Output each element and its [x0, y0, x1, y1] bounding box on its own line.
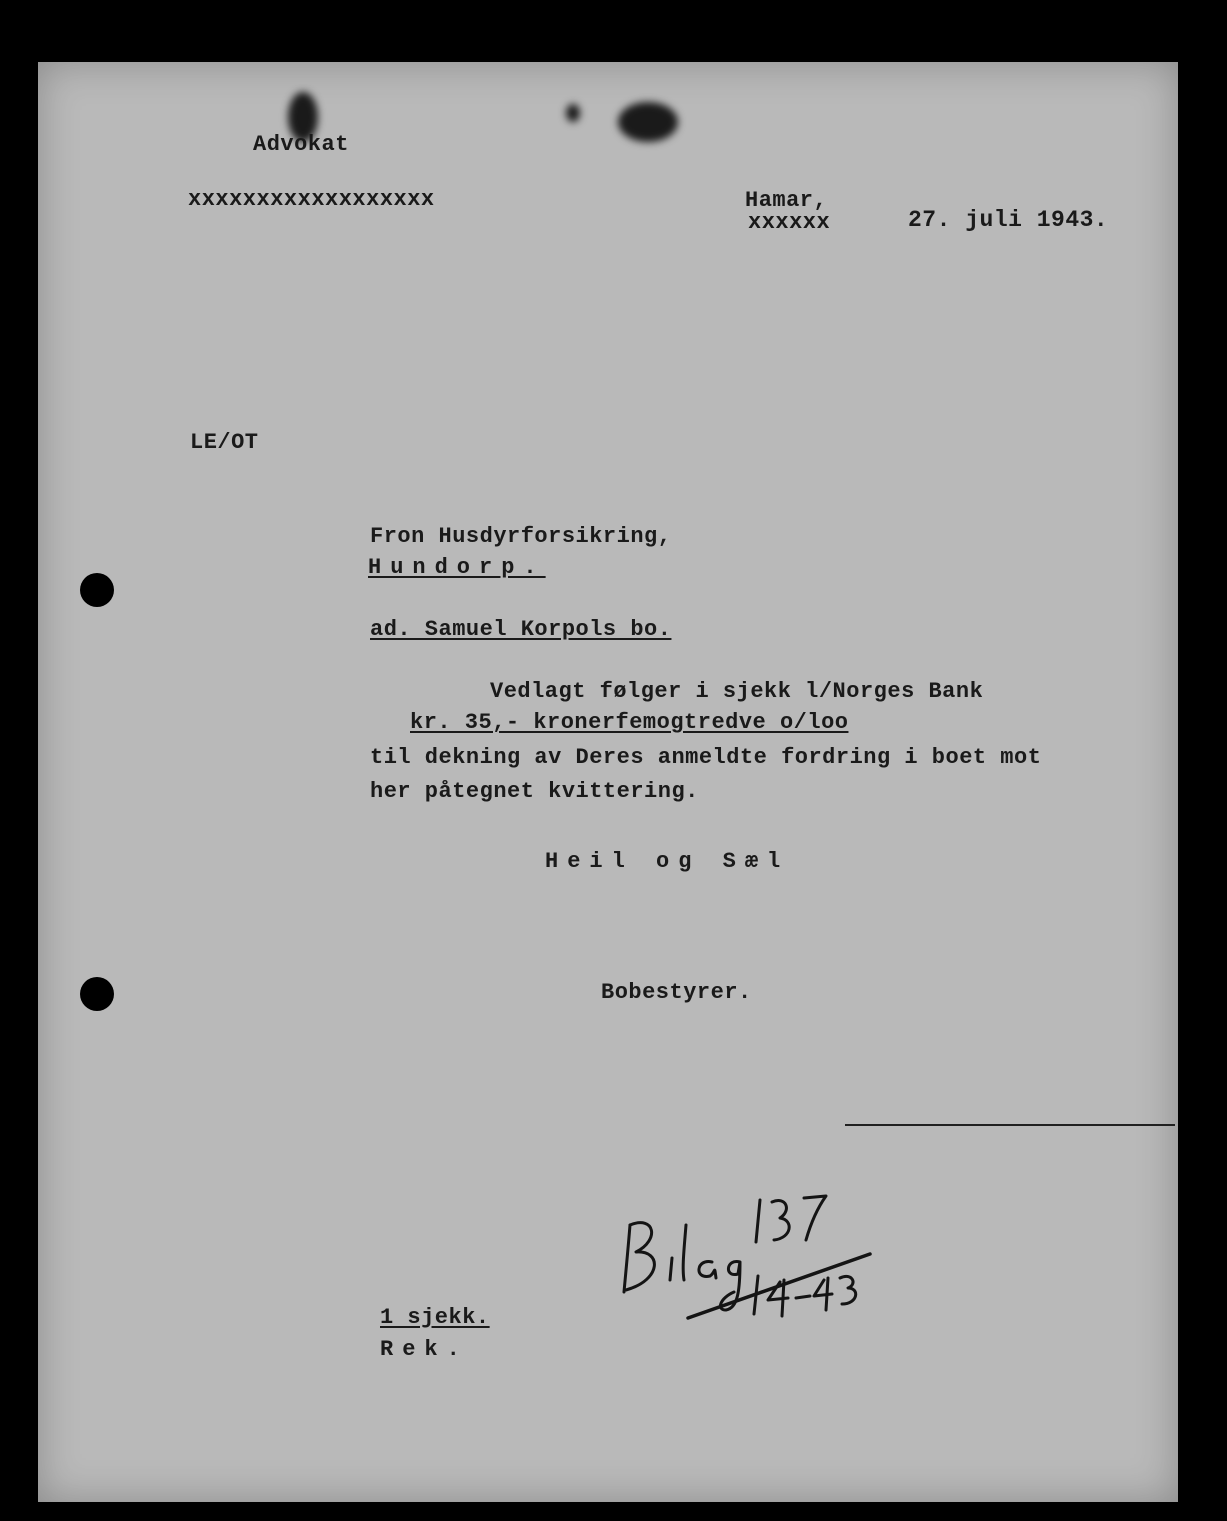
struck-letterhead-line: xxxxxxxxxxxxxxxxxx — [188, 187, 435, 212]
ink-smudge — [618, 102, 678, 142]
recipient-place: Hundorp. — [368, 555, 546, 580]
letterhead-title: Advokat — [253, 132, 349, 157]
handwritten-bilag-note — [600, 1180, 880, 1320]
reference-initials: LE/OT — [190, 430, 259, 455]
subject-line: ad. Samuel Korpols bo. — [370, 617, 672, 642]
place: Hamar, — [745, 188, 828, 213]
punch-hole-bottom — [80, 977, 114, 1011]
ink-smudge — [566, 104, 580, 122]
punch-hole-top — [80, 573, 114, 607]
enclosure-line-2: Rek. — [380, 1337, 469, 1362]
signature-title: Bobestyrer. — [601, 980, 752, 1005]
letter-page — [38, 62, 1178, 1502]
body-line-2: kr. 35,- kronerfemogtredve o/loo — [410, 710, 849, 735]
body-line-3: til dekning av Deres anmeldte fordring i boet mot — [370, 745, 1042, 770]
body-line-4: her påtegnet kvittering. — [370, 779, 699, 804]
body-line-1: Vedlagt følger i sjekk l/Norges Bank — [490, 679, 984, 704]
recipient-name: Fron Husdyrforsikring, — [370, 524, 672, 549]
letter-date: 27. juli 1943. — [908, 207, 1109, 233]
signature-line — [845, 1124, 1175, 1126]
closing-greeting: Heil og Sæl — [545, 849, 790, 874]
struck-place: xxxxxx — [748, 210, 831, 235]
enclosure-line-1-display: 1 sjekk. — [380, 1305, 490, 1330]
